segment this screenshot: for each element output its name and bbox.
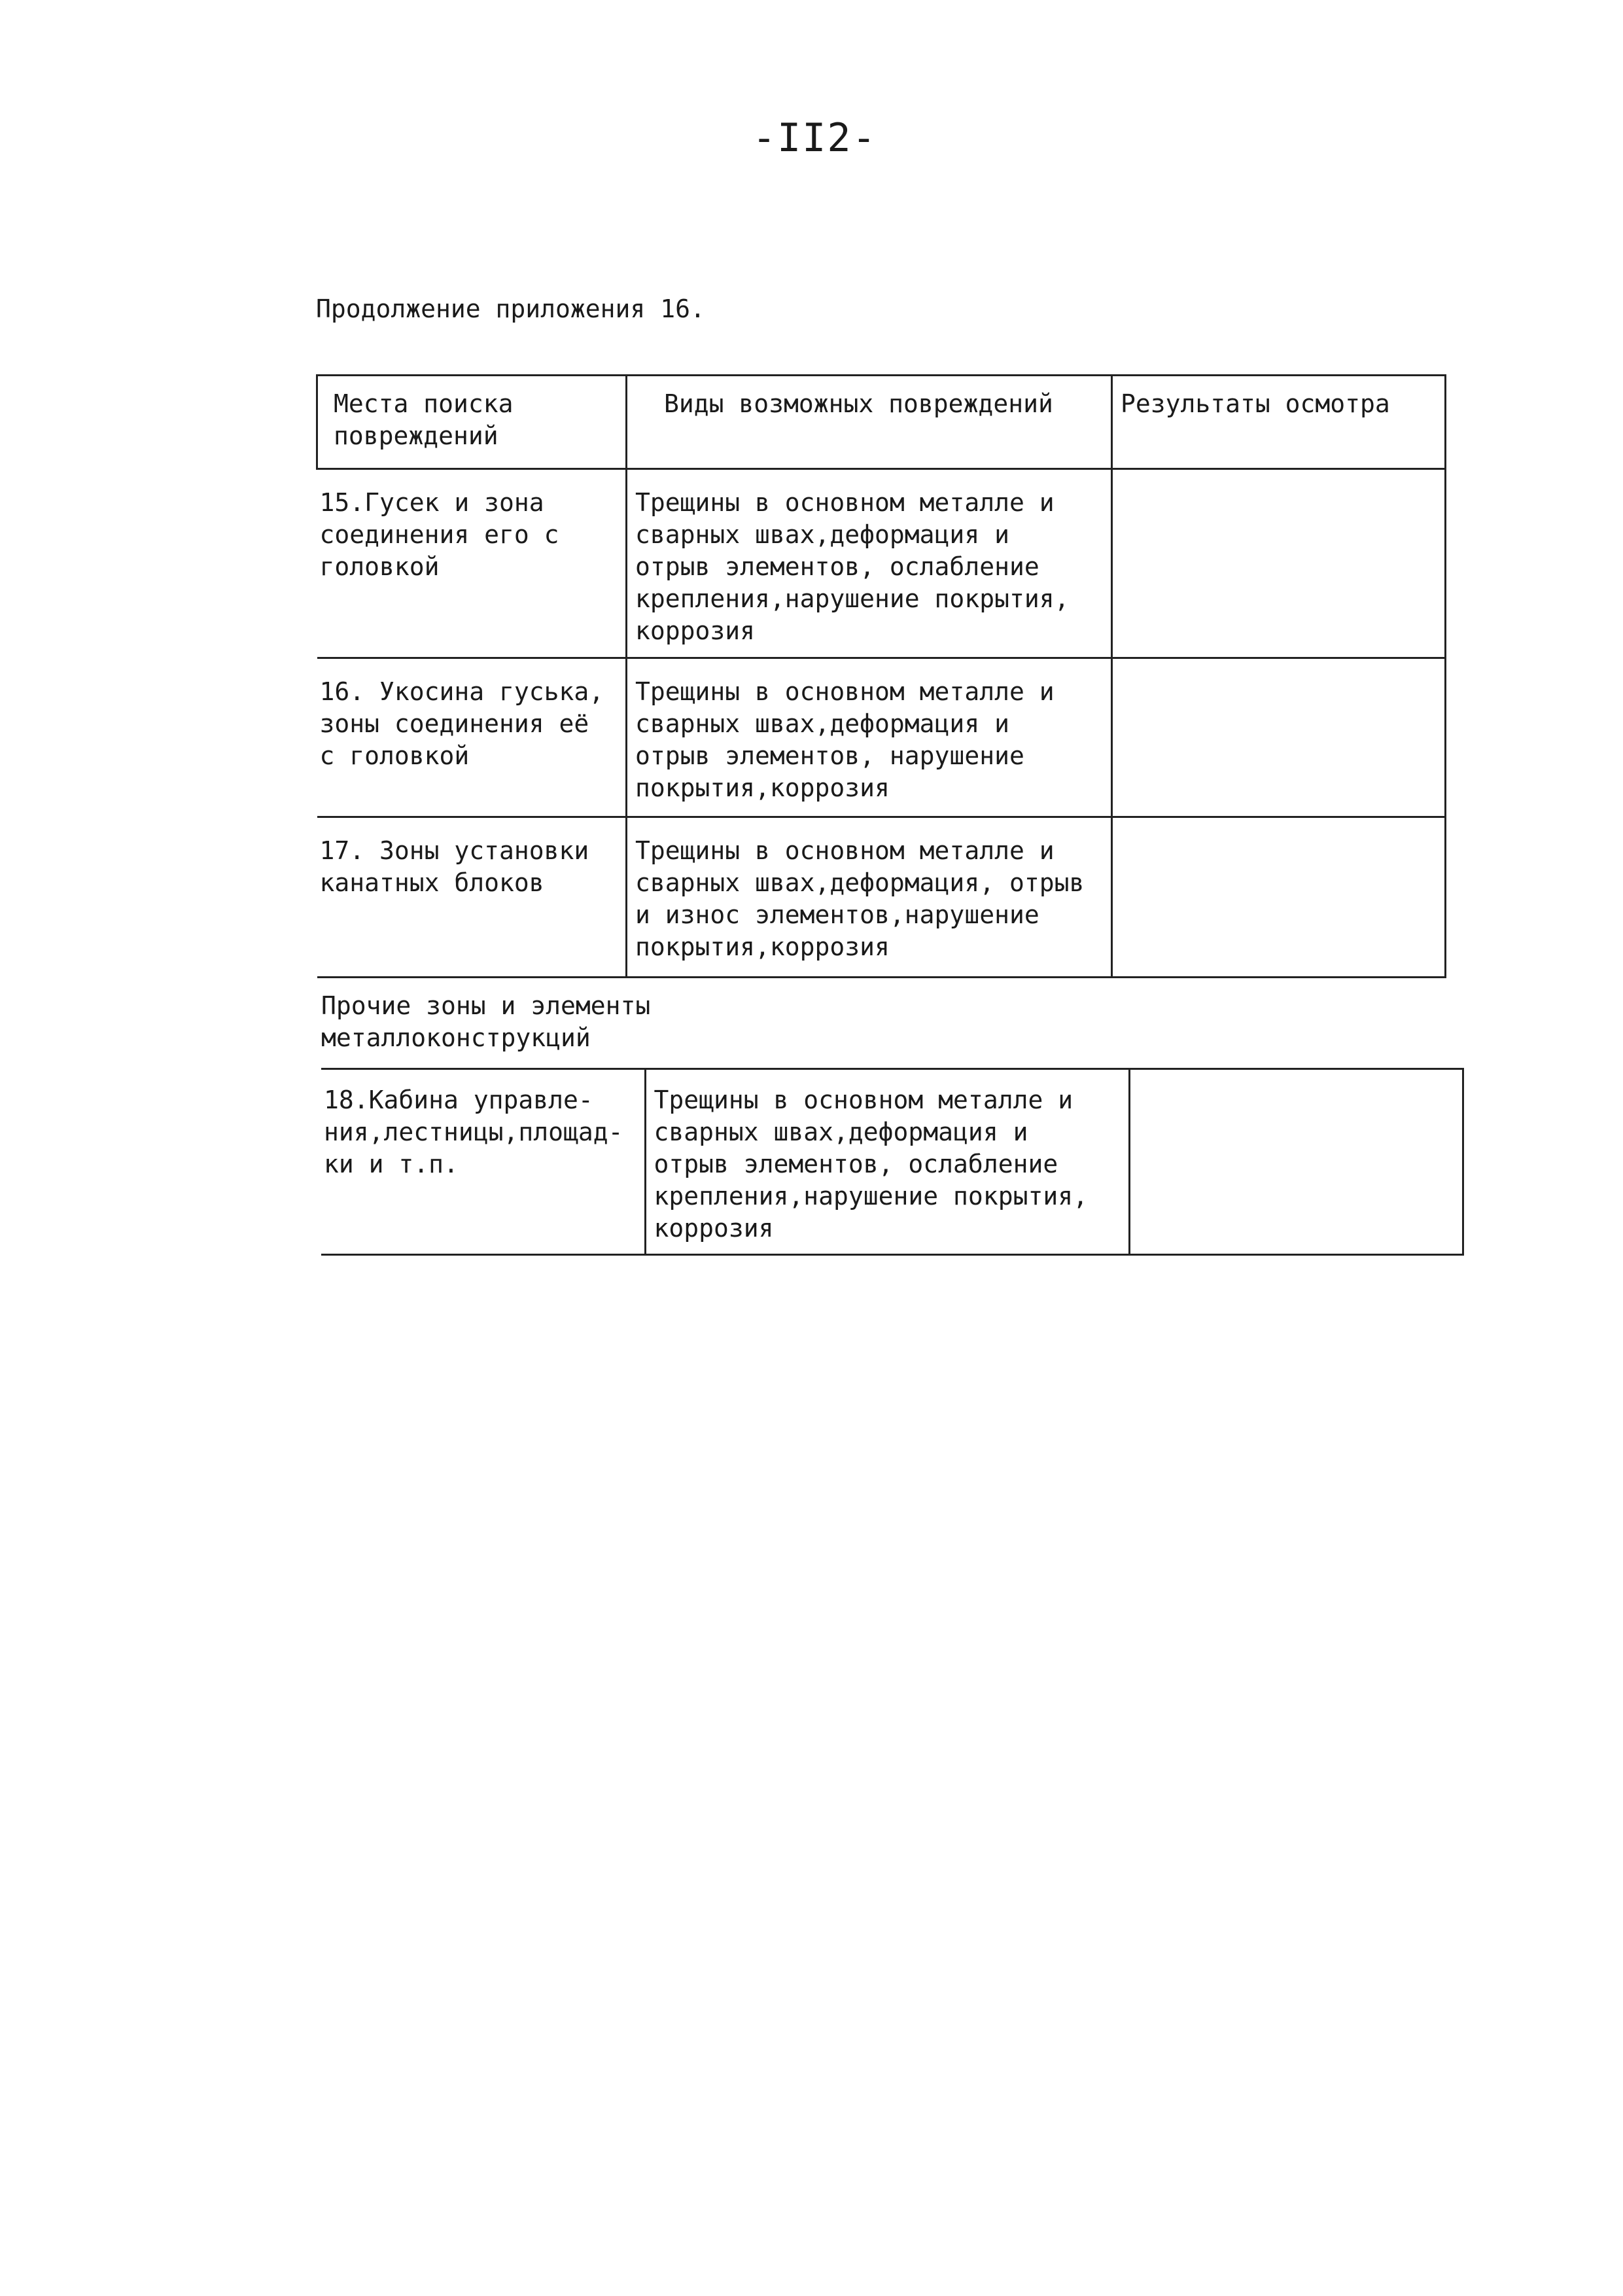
row-damage: Трещины в основном металле и сварных швах,деформация и отрыв элементов, ослабление крепления,нарушение покрытия, коррозия xyxy=(627,469,1112,658)
row-place: 16. Укосина гуська, зоны соединения её с головкой xyxy=(317,658,627,817)
row-place: 17. Зоны установки канатных блоков xyxy=(317,817,627,978)
inspection-table xyxy=(316,374,1446,978)
row-result xyxy=(1112,817,1446,978)
table-header-row xyxy=(317,376,1446,469)
header-places: Места поиска повреждений xyxy=(317,376,627,469)
row-result xyxy=(1112,658,1446,817)
table-row xyxy=(317,658,1446,817)
continuation-label: Продолжение приложения 16. xyxy=(316,294,705,323)
table-row xyxy=(317,817,1446,978)
table-row xyxy=(317,469,1446,658)
row-result xyxy=(1129,1069,1463,1255)
page-number: -II2- xyxy=(752,115,877,161)
section-heading: Прочие зоны и элементы металлоконструкций xyxy=(321,991,651,1052)
row-result xyxy=(1112,469,1446,658)
row-place: 15.Гусек и зона соединения его с головкой xyxy=(317,469,627,658)
table-row xyxy=(321,1069,1463,1255)
row-damage: Трещины в основном металле и сварных швах,деформация, отрыв и износ элементов,нарушение покрытия,коррозия xyxy=(627,817,1112,978)
inspection-table-continued xyxy=(321,1068,1464,1256)
header-damage-types: Виды возможных повреждений xyxy=(627,376,1112,469)
header-inspection-results: Результаты осмотра xyxy=(1112,376,1446,469)
row-damage: Трещины в основном металле и сварных швах,деформация и отрыв элементов, ослабление крепления,нарушение покрытия, коррозия xyxy=(645,1069,1129,1255)
row-place: 18.Кабина управле- ния,лестницы,площад- ки и т.п. xyxy=(321,1069,645,1255)
row-damage: Трещины в основном металле и сварных швах,деформация и отрыв элементов, нарушение покрытия,коррозия xyxy=(627,658,1112,817)
